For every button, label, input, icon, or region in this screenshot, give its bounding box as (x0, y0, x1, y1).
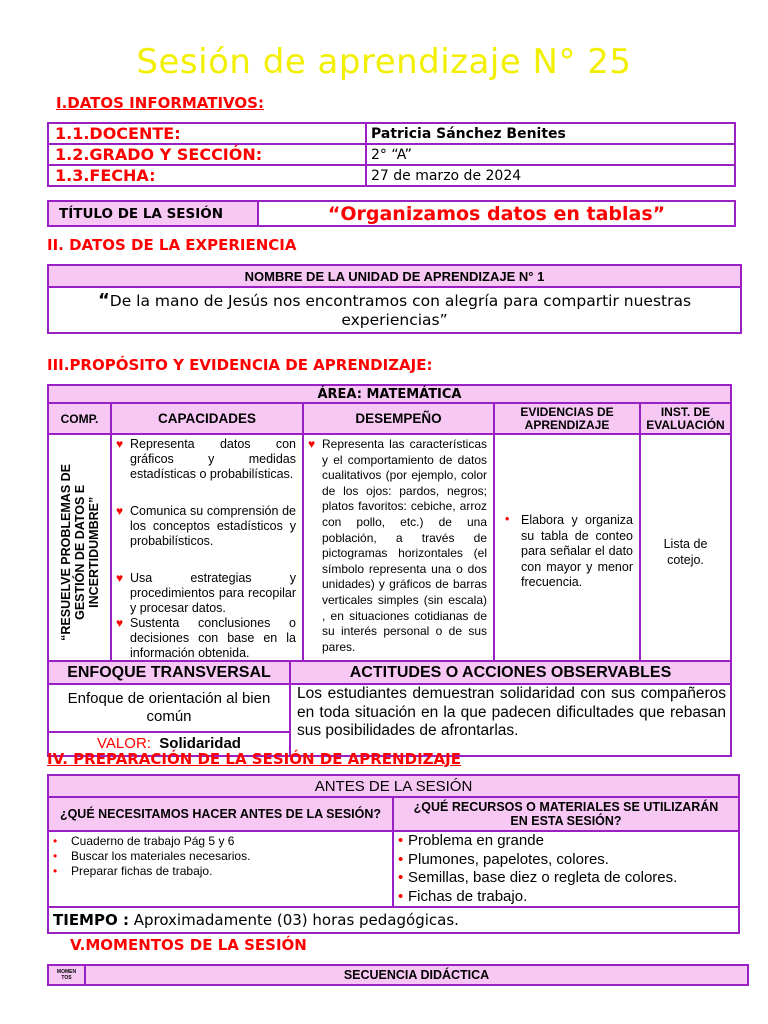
hacer-header: ¿QUÉ NECESITAMOS HACER ANTES DE LA SESIÓN? (48, 797, 393, 831)
preparacion-table (47, 774, 740, 934)
list-item: • Buscar los materiales necesarios. (49, 849, 392, 864)
experiencia-table (47, 264, 742, 334)
session-title-table (47, 200, 736, 227)
section-1-heading: I.DATOS INFORMATIVOS: (56, 94, 264, 112)
enfoque-table (47, 660, 732, 757)
recursos-header: ¿QUÉ RECURSOS O MATERIALES SE UTILIZARÁN EN ESTA SESIÓN? (393, 797, 739, 831)
desempeno-text: Representa las características y el comportamiento de datos cualitativos (por ejemplo, color de los ojos: pardos, negros; platos favoritos: cebiche, arroz con pollo, etc.) de una población, a través de pictogramas horizontales (el símbolo representa una o dos unidades) y gráficos de barras verticales simples (sin escala) , en situaciones cotidianas de su interés personal o de sus pares. (322, 437, 487, 654)
unit-header: NOMBRE DE LA UNIDAD DE APRENDIZAJE N° 1 (48, 265, 741, 287)
heart-icon: ♥ (116, 504, 124, 518)
evidencias-header: EVIDENCIAS DE APRENDIZAJE (494, 403, 640, 434)
section-2-heading: II. DATOS DE LA EXPERIENCIA (47, 236, 297, 254)
page-title: Sesión de aprendizaje N° 25 (136, 42, 632, 82)
heart-icon: ♥ (308, 437, 316, 451)
recursos-list (394, 832, 738, 906)
capacidad-text: Representa datos con gráficos y medidas estadísticas o probabilísticas. (130, 437, 296, 481)
capacidad-item (116, 504, 296, 549)
competencia-line: INCERTIDUMBRE” (86, 496, 101, 608)
docente-value: Patricia Sánchez Benites (366, 123, 735, 144)
capacidades-cell (111, 434, 303, 670)
antes-header: ANTES DE LA SESIÓN (48, 775, 739, 797)
hacer-cell (48, 831, 393, 907)
competencia-cell (48, 434, 111, 670)
capacidad-text: Sustenta conclusiones o decisiones con base en la información obtenida. (130, 616, 296, 660)
section-3-heading: III.PROPÓSITO Y EVIDENCIA DE APRENDIZAJE: (47, 356, 433, 374)
competencia-line: GESTIÓN DE DATOS E (72, 484, 87, 620)
capacidad-text: Comunica su comprensión de los conceptos estadísticos y probabilísticos. (130, 504, 296, 548)
actitudes-header: ACTITUDES O ACCIONES OBSERVABLES (290, 661, 731, 684)
datos-informativos-table (47, 122, 736, 187)
tiempo-label: TIEMPO : (53, 911, 129, 929)
bullet-icon: • (505, 512, 510, 527)
fecha-label: 1.3.FECHA: (48, 165, 366, 186)
capacidad-item (116, 437, 296, 482)
section-4-heading: IV. PREPARACIÓN DE LA SESIÓN DE APRENDIZAJE (47, 750, 461, 768)
docente-label: 1.1.DOCENTE: (48, 123, 366, 144)
desempeno-cell (303, 434, 494, 670)
unit-name: De la mano de Jesús nos encontramos con alegría para compartir nuestras experiencias” (109, 291, 692, 329)
tiempo-cell (48, 907, 739, 933)
valor-value: Solidaridad (159, 735, 241, 753)
capacidad-item (116, 616, 296, 661)
competencia-text (59, 464, 101, 641)
inst-header: INST. DE EVALUACIÓN (640, 403, 731, 434)
enfoque-header: ENFOQUE TRANSVERSAL (48, 661, 290, 684)
hacer-list (49, 834, 392, 879)
comp-header: COMP. (48, 403, 111, 434)
list-item: • Semillas, base diez o regleta de colores. (394, 869, 738, 888)
competencia-line: “RESUELVE PROBLEMAS DE (58, 463, 73, 641)
list-item: • Fichas de trabajo. (394, 888, 738, 907)
list-item: • Cuaderno de trabajo Pág 5 y 6 (49, 834, 392, 849)
tiempo-value: Aproximadamente (03) horas pedagógicas. (128, 911, 459, 929)
list-item: • Preparar fichas de trabajo. (49, 864, 392, 879)
list-item: • Plumones, papelotes, colores. (394, 851, 738, 870)
heart-icon: ♥ (116, 437, 124, 451)
list-item: • Problema en grande (394, 832, 738, 851)
evidencia-text: Elabora y organiza su tabla de conteo para señalar el dato con mayor y menor frecuencia. (521, 513, 633, 590)
enfoque-text: Enfoque de orientación al bien común (48, 684, 290, 732)
momentos-table (47, 964, 749, 986)
valor-label: VALOR: (97, 735, 151, 753)
momentos-line: TOS (61, 975, 72, 981)
momentos-line: MOMEN (56, 969, 77, 975)
proposito-table (47, 384, 732, 671)
momentos-header (48, 965, 85, 985)
secuencia-header: SECUENCIA DIDÁCTICA (85, 965, 748, 985)
capacidad-item (116, 571, 296, 616)
heart-icon: ♥ (116, 616, 124, 630)
actitudes-text: Los estudiantes demuestran solidaridad con sus compañeros en toda situación en la que padecen dificultades que rebasan sus posibilidades de afrontarlas. (290, 684, 731, 756)
open-quote: “ (97, 289, 110, 311)
desempeno-item (308, 437, 487, 655)
unit-name-cell (48, 287, 741, 333)
evidencia-cell (494, 434, 640, 670)
capacidades-header: CAPACIDADES (111, 403, 303, 434)
session-title-value: “Organizamos datos en tablas” (258, 201, 735, 226)
heart-icon: ♥ (116, 571, 124, 585)
grado-value: 2° “A” (366, 144, 735, 165)
area-header: ÁREA: MATEMÁTICA (48, 385, 731, 403)
evidencia-item (501, 513, 633, 591)
capacidad-text: Usa estrategias y procedimientos para recopilar y procesar datos. (130, 571, 296, 615)
section-5-heading: V.MOMENTOS DE LA SESIÓN (70, 936, 307, 954)
grado-label: 1.2.GRADO Y SECCIÓN: (48, 144, 366, 165)
session-title-label: TÍTULO DE LA SESIÓN (48, 201, 258, 226)
recursos-cell (393, 831, 739, 907)
fecha-value: 27 de marzo de 2024 (366, 165, 735, 186)
desempeno-header: DESEMPEÑO (303, 403, 494, 434)
instrumento-cell: Lista de cotejo. (640, 434, 731, 670)
